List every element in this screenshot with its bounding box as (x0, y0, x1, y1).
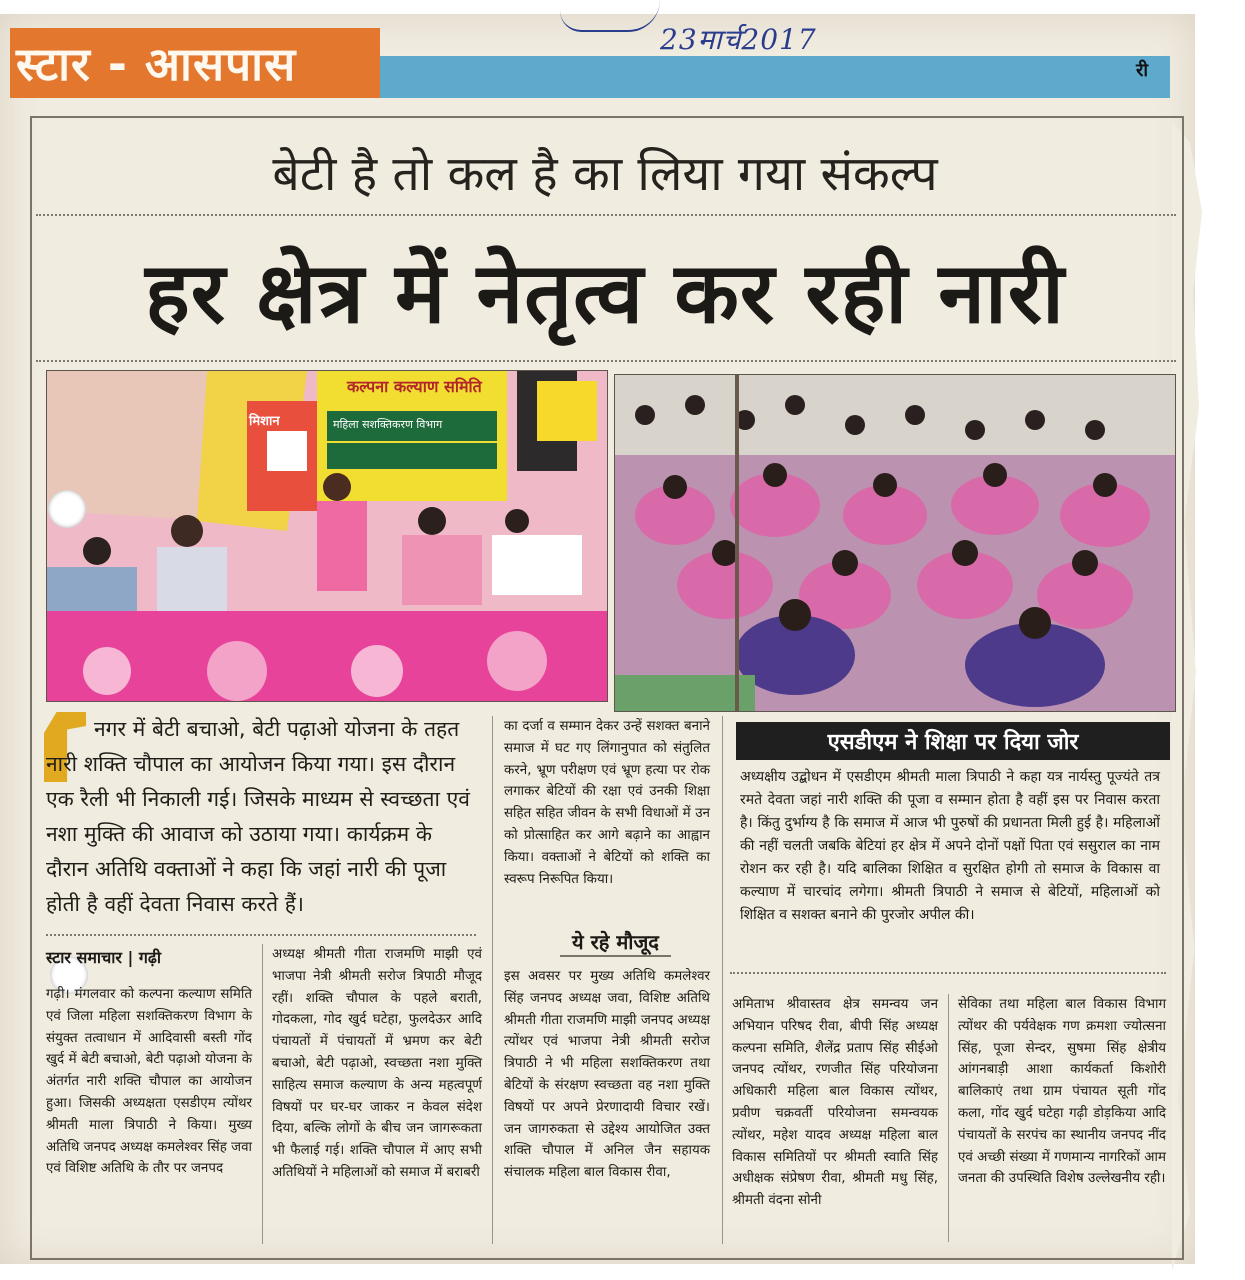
masthead-right-fragment: री (1136, 60, 1149, 81)
column-3-top: का दर्जा व सम्मान देकर उन्हें सशक्त बनाने समाज में घट गए लिंगानुपात को संतुलित करने, भ्रूण परीक्षण एवं भ्रूण हत्या पर रोक लगाकर बेटियों की रक्षा एवं उनकी शिक्षा सहित सहित जीवन के सभी विधाओं में उन को प्रोत्साहित कर आगे बढ़ाने का आह्वान किया। वक्ताओं ने बेटियों को शक्ति का स्वरूप निरूपित किया। (504, 719, 710, 887)
headline: हर क्षेत्र में नेतृत्व कर रही नारी (145, 244, 1065, 342)
column-3-bottom: इस अवसर पर मुख्य अतिथि कमलेश्वर सिंह जनपद अध्यक्ष जवा, विशिष्ट अतिथि श्रीमती गीता राजमणि माझी जनपद अध्यक्ष त्योंथर एवं भाजपा नेत्री श्रीमती सरोज त्रिपाठी ने भी महिला सशक्तिकरण तथा बेटियों के संरक्षण स्वच्छता वह नशा मुक्ति विषयों पर अपने प्रेरणादायी विचार रखें। जन जागरुकता से उद्देश्य आयोजित उक्त शक्ति चौपाल में अनिल जैन सहायक संचालक महिला बाल विकास रीवा, (504, 969, 710, 1181)
crowd-illustration (615, 375, 1175, 711)
sub-headline: बेटी है तो कल है का लिया गया संकल्प (272, 146, 938, 202)
section-heading: ये रहे मौजूद (560, 928, 671, 957)
column-rule (948, 994, 949, 1242)
banner-subtext: महिला सशक्तिकरण विभाग (333, 418, 443, 431)
column-1: गढ़ी। मंगलवार को कल्पना कल्याण समिति एवं जिला महिला सशक्तिकरण विभाग के संयुक्त तत्वाधान में आदिवासी बस्ती गोंद खुर्द में बेटी बचाओ, बेटी पढ़ाओ योजना के अंतर्गत नारी शक्ति चौपाल का आयोजन हुआ। जिसकी अध्यक्षता एसडीएम त्योंथर श्रीमती माला त्रिपाठी ने किया। मुख्य अतिथि जनपद अध्यक्ष कमलेश्वर सिंह जवा एवं विशिष्ट अतिथि के तौर पर जनपद (46, 987, 252, 1177)
lead-paragraph (46, 712, 476, 922)
masthead-color-bar (380, 56, 1170, 98)
divider (36, 214, 1176, 216)
punch-hole (48, 490, 86, 528)
lead-text: नगर में बेटी बचाओ, बेटी पढ़ाओ योजना के तहत नारी शक्ति चौपाल का आयोजन किया गया। इस दौरान एक रैली भी निकाली गई। जिसके माध्यम से स्वच्छता एवं नशा मुक्ति की आवाज को उठाया गया। कार्यक्रम के दौरान अतिथि वक्ताओं ने कहा कि जहां नारी की पूजा होती है वहीं देवता निवास करते हैं। (46, 717, 470, 916)
column-rule (722, 716, 723, 1244)
byline: स्टार समाचार | गढ़ी (46, 948, 162, 967)
sidebox-body: अध्यक्षीय उद्बोधन में एसडीएम श्रीमती माला त्रिपाठी ने कहा यत्र नार्यस्तु पूज्यंते तत्र रमते देवता जहां नारी शक्ति की पूजा व सम्मान होता है वहीं इस पर निवास करता है। किंतु दुर्भाग्य है कि समाज में आज भी पुरुषों की प्रधानता मिली हुई है। महिलाओं की नहीं चलती जबकि बेटियां हर क्षेत्र में अपने दोनों पक्षों पिता एवं ससुराल का नाम रोशन कर रही है। यदि बालिका शिक्षित व सुरक्षित होगी तो समाज के विकास वा कल्याण में चारचांद लगेगा। श्रीमती त्रिपाठी ने समाज से बेटियों, महिलाओं को शिक्षित व सशक्त बनाने की पुरजोर अपील की। (740, 769, 1160, 923)
column-5: सेविका तथा महिला बाल विकास विभाग त्योंथर की पर्यवेक्षक गण क्रमशा ज्योत्सना सिंह, पूजा सेन्दर, सुषमा सिंह क्षेत्रीय आंगनबाड़ी आशा कार्यकर्ता किशोरी बालिकाएं तथा ग्राम पंचायत सूती गोंद कला, गोंद खुर्द घटेहा गढ़ी डोड़किया आदि पंचायतों के सरपंच का स्थानीय जनपद नींद एवं अच्छी संख्या में गणमान्य नागरिकों आम जनता की उपस्थिति विशेष उल्लेखनीय रही। (958, 997, 1166, 1187)
banner-text: कल्पना कल्याण समिति (347, 377, 482, 396)
section-masthead: स्टार - आसपास (10, 28, 380, 98)
column-rule (262, 944, 263, 1244)
divider (36, 360, 1176, 362)
divider (46, 934, 476, 936)
column-rule (492, 716, 493, 1244)
side-banner-text: मिशान (249, 414, 280, 429)
divider (730, 972, 1166, 974)
photo-crowd (614, 374, 1176, 712)
column-4: अमिताभ श्रीवास्तव क्षेत्र समन्वय जन अभियान परिषद रीवा, बीपी सिंह अध्यक्ष कल्पना समिति, शैलेंद्र प्रताप सिंह सीईओ जनपद त्योंथर, रणजीत सिंह परियोजना अधिकारी महिला बाल विकास त्योंथर, प्रवीण चक्रवर्ती परियोजना समन्वयक त्योंथर, महेश यादव अध्यक्ष महिला बाल विकास समितियों पर श्रीमती स्वाति सिंह अधीक्षक संप्रेषण रीवा, श्रीमती मधु सिंह, श्रीमती वंदना सोनी (732, 997, 938, 1209)
stage-illustration (47, 371, 607, 701)
photo-stage-meeting (46, 370, 608, 702)
column-2: अध्यक्ष श्रीमती गीता राजमणि माझी एवं भाजपा नेत्री श्रीमती सरोज त्रिपाठी मौजूद रहीं। शक्ति चौपाल के पहले बराती, गोदकला, गोद खुर्द घटेहा, फुलदेऊर आदि पंचायतों में पंचायतों में भ्रमण कर बेटी बचाओ, बेटी पढ़ाओ, स्वच्छता नशा मुक्ति साहित्य समाज कल्याण के अन्य महत्वपूर्ण विषयों पर घर-घर जाकर न केवल संदेश दिया, बल्कि लोगों के बीच जन जागरूकता भी फैलाई गई। शक्ति चौपाल में आए सभी अतिथियों ने महिलाओं को समाज में बराबरी (272, 947, 482, 1180)
sidebox-title: एसडीएम ने शिक्षा पर दिया जोर (736, 722, 1170, 760)
handwritten-date: 23मार्च2017 (660, 23, 817, 56)
